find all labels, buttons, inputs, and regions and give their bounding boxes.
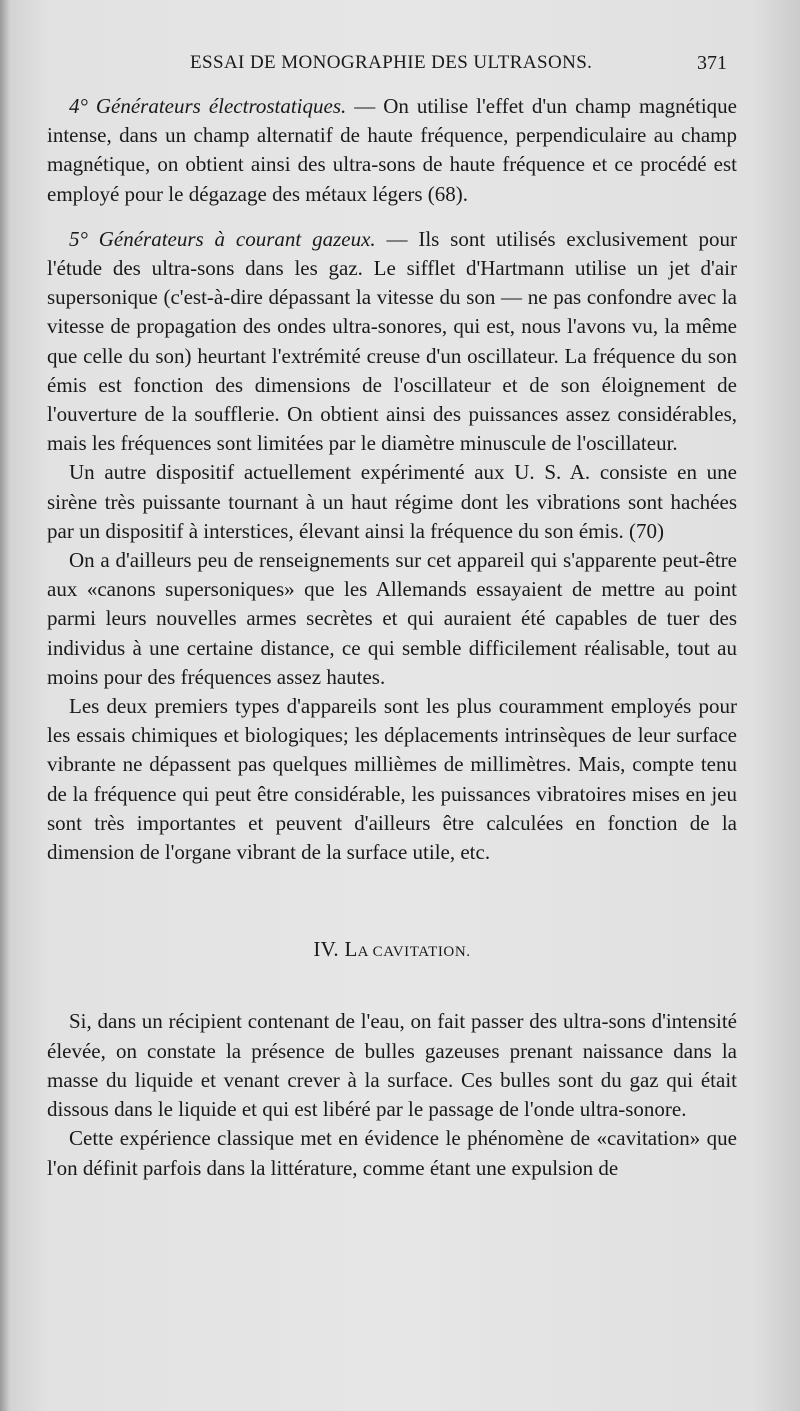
running-title: ESSAI DE MONOGRAPHIE DES ULTRASONS. — [190, 52, 593, 73]
body-text — [47, 92, 737, 1183]
paragraph-lead-gas-current: 5° Générateurs à courant gazeux. — [69, 226, 376, 251]
section-heading-cavitation — [47, 935, 737, 967]
section-heading-title: A CAVITATION. — [357, 944, 471, 961]
paragraph-text-gas-current: — Ils sont utilisés exclusivement pour l'étude des ultra-sons dans les gaz. Le sifflet d'Hartmann utilise un jet d'air supersonique (c'est-à-dire dépassant la vitesse du son — ne pas confondre avec la vitesse de propagation des ondes ultra-sonores, qui est, nous l'avons vu, la même que celle du son) heurtant l'extrémité creuse d'un oscillateur. La fréquence du son émis est fonction des dimensions de l'oscillateur et de son éloignement de l'ouverture de la soufflerie. On obtient ainsi des puissances assez considérables, mais les fréquences sont limitées par le diamètre minuscule de l'oscillateur. — [47, 226, 737, 456]
paragraph-gas-current-generators — [47, 225, 737, 459]
page-number: 371 — [697, 52, 727, 74]
paragraph-common-types: Les deux premiers types d'appareils sont les plus couramment employés pour les essais chimiques et biologiques; les déplacements intrinsèques de leur surface vibrante ne dépassent pas quelques millièmes de millimètres. Mais, compte tenu de la fréquence qui peut être considérable, les puissances vibratoires mises en jeu sont très importantes et peuvent d'ailleurs être calculées en fonction de la dimension de l'organe vibrant de la surface utile, etc. — [47, 694, 737, 865]
paragraph-cavitation-bubbles: Si, dans un récipient contenant de l'eau, on fait passer des ultra-sons d'intensité élevée, on constate la présence de bulles gazeuses prenant naissance dans la masse du liquide et venant crever à la surface. Ces bulles sont du gaz qui était dissous dans le liquide et qui est libéré par le passage de l'onde ultra-sonore. — [47, 1009, 737, 1122]
paragraph-usa-siren: Un autre dispositif actuellement expérimenté aux U. S. A. consiste en une sirène très puissante tournant à un haut régime dont les vibrations sont hachées par un dispositif à interstices, élevant ainsi la fréquence du son émis. (70) — [47, 460, 737, 543]
page-binding-shadow — [0, 0, 10, 1411]
paragraph-supersonic-canons: On a d'ailleurs peu de renseignements sur cet appareil qui s'apparente peut-être aux «canons supersoniques» que les Allemands essayaient de mettre au point parmi leurs nouvelles armes secrètes et qui auraient été capables de tuer des individus à une certaine distance, ce qui semble difficilement réalisable, tout au moins pour des fréquences assez hautes. — [47, 548, 737, 689]
section-heading-number: IV. — [313, 937, 339, 962]
paragraph-text-electrostatic: — On utilise l'effet d'un champ magnétique intense, dans un champ alternatif de haute fréquence, perpendiculaire au champ magnétique, on obtient ainsi des ultra-sons de haute fréquence et ce procédé est employé pour le dégazage des métaux légers (68). — [47, 94, 737, 206]
running-head — [0, 52, 800, 82]
paragraph-cavitation-definition: Cette expérience classique met en évidence le phénomène de «cavitation» que l'on définit parfois dans la littérature, comme étant une expulsion de — [47, 1126, 737, 1180]
section-heading-initial: L — [344, 937, 358, 962]
paragraph-lead-electrostatic: 4° Générateurs électrostatiques. — [69, 94, 347, 118]
paragraph-electrostatic-generators — [47, 92, 737, 209]
